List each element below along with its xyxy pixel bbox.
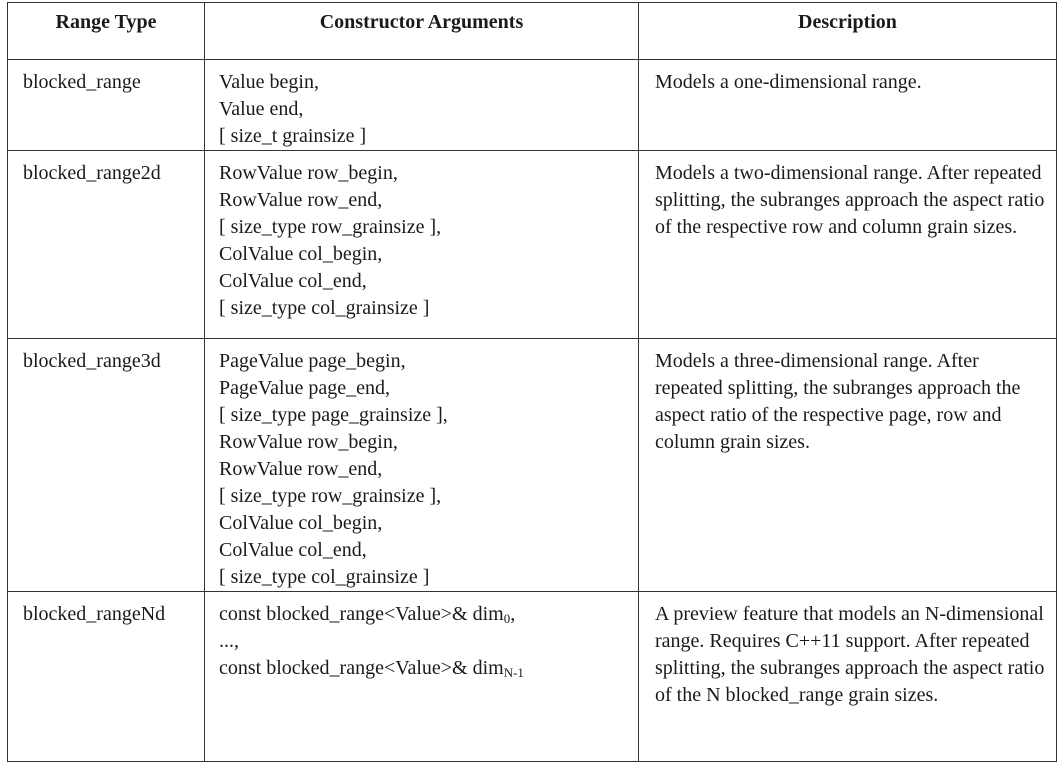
table-row [8, 60, 1057, 151]
header-row [8, 3, 1057, 60]
arg-line: Value end, [219, 98, 304, 120]
header-description: Description [639, 3, 1057, 60]
header-range-type: Range Type [8, 3, 205, 60]
constructor-args-cell [205, 592, 639, 762]
description-cell [639, 60, 1057, 151]
arg-line: ColValue col_begin, [219, 512, 383, 534]
table-row [8, 151, 1057, 339]
arg-line: PageValue page_end, [219, 377, 391, 399]
table-row [8, 592, 1057, 762]
header-constructor-arguments: Constructor Arguments [205, 3, 639, 60]
constructor-args-cell [205, 151, 639, 339]
arg-prefix: const blocked_range<Value>& dim [219, 657, 504, 679]
arg-line: [ size_type page_grainsize ], [219, 404, 448, 426]
range-type-cell: blocked_range2d [8, 151, 205, 339]
description-text: Models a one-dimensional range. [655, 71, 922, 93]
arg-line [219, 601, 638, 628]
dim-subscript: 0 [503, 611, 511, 626]
description-text: Models a three-dimensional range. After repeated splitting, the subranges approach the aspect ratio of the respective page, row and column grain sizes. [655, 350, 1021, 453]
description-text: A preview feature that models an N-dimensional range. Requires C++11 support. After repeated splitting, the subranges approach the aspect ratio of the N blocked_range grain sizes. [655, 603, 1045, 706]
arg-line: RowValue row_end, [219, 189, 383, 211]
arg-line: ColValue col_end, [219, 270, 367, 292]
arg-line: [ size_type col_grainsize ] [219, 566, 430, 588]
arg-suffix: , [510, 603, 516, 625]
range-type-cell: blocked_range [8, 60, 205, 151]
arg-line: ColValue col_end, [219, 539, 367, 561]
dim-subscript: N-1 [503, 665, 524, 680]
arg-line: [ size_type row_grainsize ], [219, 485, 442, 507]
constructor-args-cell [205, 60, 639, 151]
arg-line: RowValue row_end, [219, 458, 383, 480]
description-cell [639, 592, 1057, 762]
arg-line: [ size_type col_grainsize ] [219, 297, 430, 319]
description-text: Models a two-dimensional range. After repeated splitting, the subranges approach the aspect ratio of the respective row and column grain sizes. [655, 162, 1045, 238]
arg-line: Value begin, [219, 71, 319, 93]
arg-line: RowValue row_begin, [219, 162, 398, 184]
arg-line: RowValue row_begin, [219, 431, 398, 453]
range-type-cell: blocked_rangeNd [8, 592, 205, 762]
arg-line: ..., [219, 630, 239, 652]
arg-line: ColValue col_begin, [219, 243, 383, 265]
description-cell [639, 151, 1057, 339]
arg-line: [ size_type row_grainsize ], [219, 216, 442, 238]
arg-line: PageValue page_begin, [219, 350, 406, 372]
range-type-cell: blocked_range3d [8, 339, 205, 592]
constructor-args-cell [205, 339, 639, 592]
arg-prefix: const blocked_range<Value>& dim [219, 603, 504, 625]
arg-line: [ size_t grainsize ] [219, 125, 367, 147]
range-types-table [7, 2, 1057, 762]
table-row [8, 339, 1057, 592]
arg-line [219, 655, 638, 682]
description-cell [639, 339, 1057, 592]
